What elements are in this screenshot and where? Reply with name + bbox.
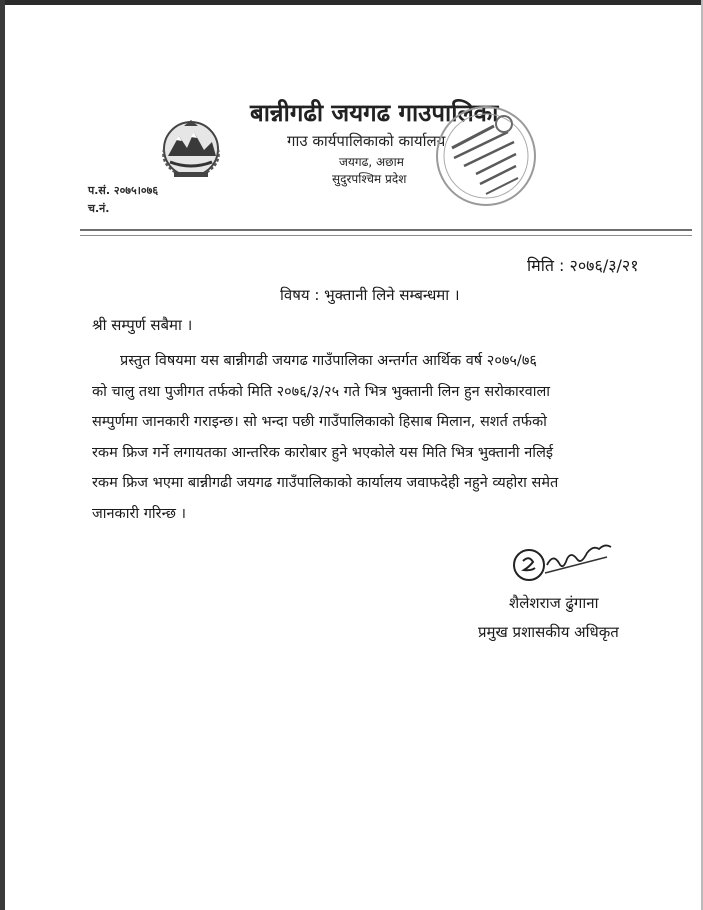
reference-number: प.सं. २०७५।०७६ — [88, 184, 159, 197]
body-line: जानकारी गरिन्छ । — [92, 506, 187, 522]
body-line: सम्पुर्णमा जानकारी गराइन्छ। सो भन्दा पछी गाउँपालिकाको हिसाब मिलान, सशर्त तर्फको — [92, 414, 547, 430]
signature-icon — [507, 535, 617, 590]
letter-salutation: श्री सम्पुर्ण सबैमा । — [92, 316, 193, 334]
signer-title: प्रमुख प्रशासकीय अधिकृत — [478, 623, 619, 641]
header-rule-thin — [80, 235, 692, 236]
signer-name: शैलेशराज ढुंगाना — [509, 594, 599, 612]
scan-edge-top — [0, 0, 703, 5]
office-location: जयगढ, अछाम — [339, 155, 404, 169]
office-province: सुदुरपश्चिम प्रदेश — [332, 172, 407, 186]
body-line: को चालु तथा पुजीगत तर्फको मिति २०७६/३/२५ गते भित्र भुक्तानी लिन हुन सरोकारवाला — [92, 384, 551, 400]
office-name: गाउ कार्यपालिकाको कार्यालय — [287, 132, 446, 150]
body-line: रकम फ्रिज गर्ने लगायतका आन्तरिक कारोबार हुने भएकोले यस मिति भित्र भुक्तानी नलिई — [92, 445, 554, 461]
nepal-emblem-icon — [146, 118, 236, 180]
org-name: बान्नीगढी जयगढ गाउपालिका — [250, 99, 499, 127]
dispatch-number: च.नं. — [88, 202, 110, 215]
letter-subject: विषय : भुक्तानी लिने सम्बन्धमा । — [280, 286, 460, 304]
office-seal-icon — [434, 104, 539, 209]
letter-date: मिति : २०७६/३/२१ — [527, 256, 639, 275]
body-line: रकम फ्रिज भएमा बान्नीगढी जयगढ गाउँपालिकाको कार्यालय जवाफदेही नहुने व्यहोरा समेत — [92, 475, 559, 491]
body-line: प्रस्तुत विषयमा यस बान्नीगढी जयगढ गाउँपालिका अन्तर्गत आर्थिक वर्ष २०७५/७६ — [120, 353, 537, 369]
scan-edge-left — [0, 0, 5, 910]
header-rule — [80, 229, 692, 231]
